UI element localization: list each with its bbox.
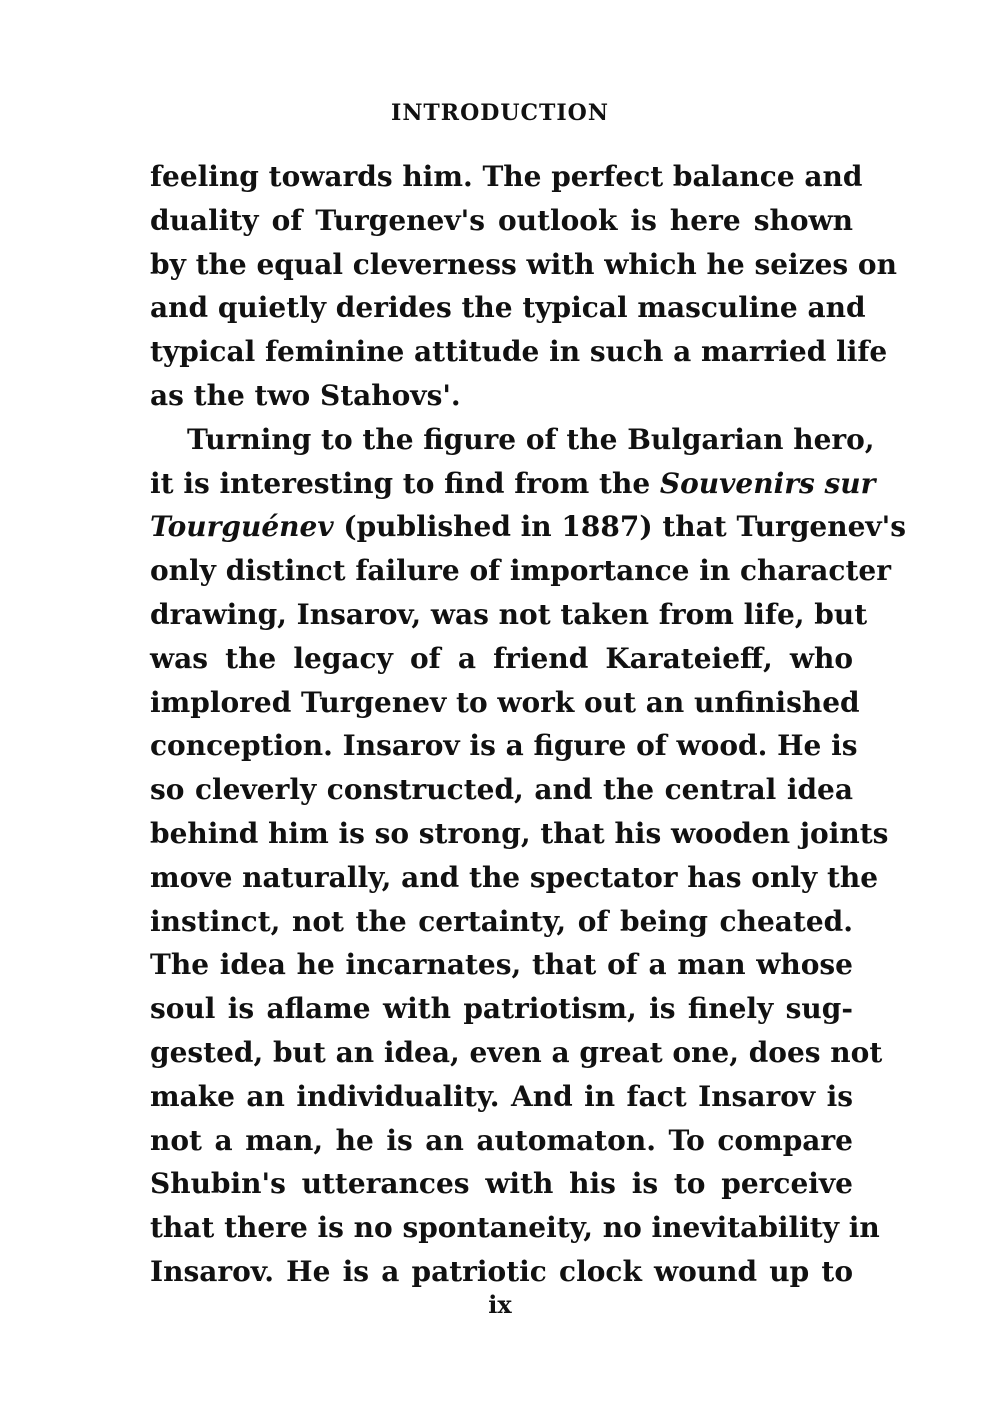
page-number: ix [488, 1290, 512, 1319]
text-line: that there is no spontaneity, no inevitability in [150, 1211, 880, 1245]
text-run: (published in 1887) that Turgenev's [333, 510, 906, 544]
text-line [150, 462, 876, 506]
text-line: gested, but an idea, even a great one, does not [150, 1035, 883, 1069]
text-line: so cleverly constructed, and the central idea [150, 773, 853, 807]
body-text [150, 155, 906, 1294]
text-line: move naturally, and the spectator has only the [150, 860, 879, 894]
text-line: and quietly derides the typical masculine and [150, 291, 866, 325]
text-line [150, 505, 906, 549]
text-line: as the two Stahovs'. [150, 378, 461, 412]
text-line: soul is aflame with patriotism, is finely sug- [150, 992, 853, 1026]
text-line: typical feminine attitude in such a married life [150, 335, 888, 369]
paragraph [150, 155, 897, 418]
text-line: instinct, not the certainty, of being cheated. [150, 904, 853, 938]
text-line: feeling towards him. The perfect balance and [150, 160, 863, 193]
italic-title: Souvenirs sur [659, 466, 876, 500]
text-line: drawing, Insarov, was not taken from life, but [150, 597, 868, 631]
text-line: conception. Insarov is a figure of wood. He is [150, 729, 858, 763]
text-line: only distinct failure of importance in character [150, 554, 891, 588]
text-line: implored Turgenev to work out an unfinished [150, 685, 860, 719]
text-line: not a man, he is an automaton. To compare [150, 1123, 853, 1157]
text-line: make an individuality. And in fact Insarov is [150, 1079, 853, 1113]
running-head: INTRODUCTION [391, 100, 609, 126]
text-run: it is interesting to find from the [150, 466, 660, 500]
text-line: by the equal cleverness with which he seizes on [150, 247, 897, 281]
text-line: The idea he incarnates, that of a man whose [150, 948, 853, 982]
italic-title: Tourguénev [150, 510, 334, 544]
text-line: duality of Turgenev's outlook is here shown [150, 203, 853, 237]
text-line: behind him is so strong, that his wooden joints [150, 816, 889, 850]
paragraph [150, 418, 906, 1294]
text-line: was the legacy of a friend Karateieff, who [150, 641, 853, 675]
text-line: Insarov. He is a patriotic clock wound up to [150, 1254, 853, 1288]
text-line: Shubin's utterances with his is to perceive [150, 1167, 853, 1201]
text-line: Turning to the figure of the Bulgarian hero, [187, 422, 875, 456]
